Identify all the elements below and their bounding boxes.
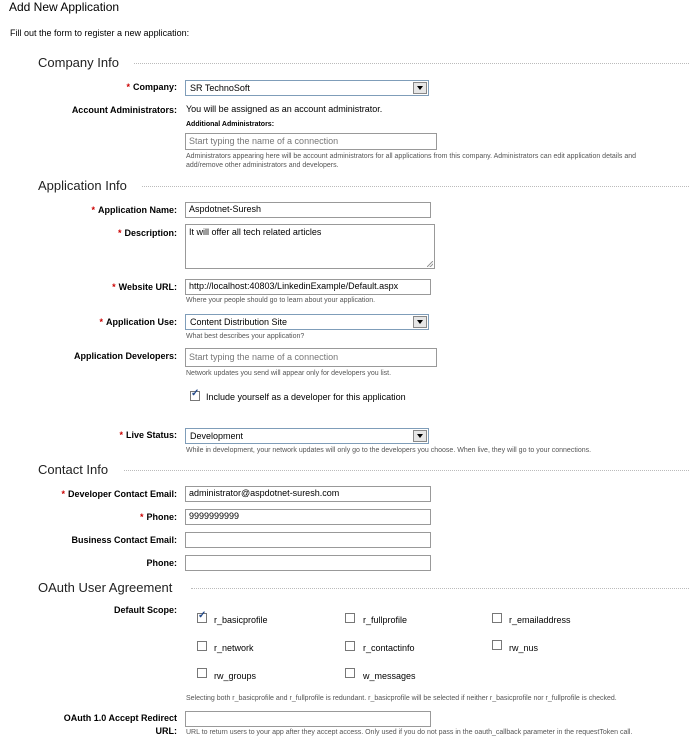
page-intro: Fill out the form to register a new application: [10, 28, 190, 38]
section-oauth-agreement: OAuth User Agreement [38, 580, 173, 595]
chevron-down-icon[interactable] [413, 82, 427, 94]
application-name-label: * Application Name: [91, 205, 177, 215]
admins-hint-1: Administrators appearing here will be account administrators for all applications from this company. Administrators can edit application details and [186, 153, 637, 160]
chevron-down-icon[interactable] [413, 430, 427, 442]
application-use-hint: What best describes your application? [186, 333, 305, 340]
redirect-url-label-2: URL: [155, 726, 177, 736]
business-email-input[interactable] [185, 532, 431, 548]
company-label: * Company: [126, 82, 177, 92]
admins-hint-2: add/remove other administrators and developers. [186, 162, 339, 169]
redirect-url-input[interactable] [185, 711, 431, 727]
scope-checkbox-r-contactinfo[interactable] [345, 641, 355, 651]
live-status-label: * Live Status: [119, 430, 177, 440]
scope-hint: Selecting both r_basicprofile and r_fullprofile is redundant. r_basicprofile will be selected if neither r_basicprofile nor r_fullprofile is checked. [186, 695, 617, 702]
scope-label: r_basicprofile [214, 615, 268, 625]
website-url-input[interactable]: http://localhost:40803/LinkedinExample/Default.aspx [185, 279, 431, 295]
phone-input[interactable]: 9999999999 [185, 509, 431, 525]
page-title: Add New Application [9, 0, 120, 14]
live-status-select[interactable]: Development [185, 428, 429, 444]
scope-checkbox-r-emailaddress[interactable] [492, 613, 502, 623]
scope-label: r_network [214, 643, 254, 653]
business-phone-label: Phone: [146, 558, 177, 568]
section-divider [142, 186, 689, 187]
additional-administrators-label: Additional Administrators: [186, 121, 275, 128]
redirect-url-label: OAuth 1.0 Accept Redirect [63, 713, 177, 723]
application-developers-input[interactable]: Start typing the name of a connection [185, 348, 437, 367]
scope-label: r_fullprofile [363, 615, 408, 625]
admin-note: You will be assigned as an account administrator. [186, 104, 383, 114]
additional-administrators-input[interactable]: Start typing the name of a connection [185, 133, 437, 150]
chevron-down-icon[interactable] [413, 316, 427, 328]
account-administrators-label: Account Administrators: [71, 105, 177, 115]
application-name-input[interactable]: Aspdotnet-Suresh [185, 202, 431, 218]
business-email-label: Business Contact Email: [71, 535, 177, 545]
section-application-info: Application Info [38, 178, 127, 193]
section-divider [191, 588, 689, 589]
company-select[interactable]: SR TechnoSoft [185, 80, 429, 96]
redirect-url-hint: URL to return users to your app after they accept access. Only used if you do not pass in the oauth_callback parameter in the requestToken call. [186, 729, 633, 736]
scope-checkbox-rw-nus[interactable] [492, 640, 502, 650]
application-use-label: * Application Use: [99, 317, 177, 327]
include-self-checkbox[interactable] [190, 391, 200, 401]
description-label: * Description: [117, 228, 177, 238]
scope-checkbox-r-network[interactable] [197, 641, 207, 651]
section-divider [134, 63, 689, 64]
description-textarea[interactable]: It will offer all tech related articles [185, 224, 435, 269]
business-phone-input[interactable] [185, 555, 431, 571]
application-developers-label: Application Developers: [73, 351, 177, 361]
website-url-label: * Website URL: [112, 282, 177, 292]
resize-grip-icon[interactable] [427, 261, 433, 267]
scope-checkbox-r-fullprofile[interactable] [345, 613, 355, 623]
scope-checkbox-w-messages[interactable] [345, 668, 355, 678]
scope-label: rw_nus [509, 643, 539, 653]
section-company-info: Company Info [38, 55, 119, 70]
scope-label: rw_groups [214, 671, 257, 681]
scope-checkbox-rw-groups[interactable] [197, 668, 207, 678]
developer-email-input[interactable]: administrator@aspdotnet-suresh.com [185, 486, 431, 502]
section-divider [124, 470, 689, 471]
phone-label: * Phone: [139, 512, 177, 522]
section-contact-info: Contact Info [38, 462, 109, 477]
default-scope-label: Default Scope: [113, 605, 177, 615]
include-self-label: Include yourself as a developer for this application [206, 392, 406, 402]
application-use-select[interactable]: Content Distribution Site [185, 314, 429, 330]
developer-email-label: * Developer Contact Email: [61, 489, 177, 499]
scope-checkbox-r-basicprofile[interactable] [197, 613, 207, 623]
application-developers-hint: Network updates you send will appear only for developers you list. [186, 370, 392, 377]
scope-label: w_messages [363, 671, 416, 681]
website-url-hint: Where your people should go to learn about your application. [186, 297, 376, 304]
scope-label: r_emailaddress [509, 615, 571, 625]
live-status-hint: While in development, your network updates will only go to the developers you choose. When live, they will go to your connections. [186, 447, 592, 454]
scope-label: r_contactinfo [363, 643, 415, 653]
